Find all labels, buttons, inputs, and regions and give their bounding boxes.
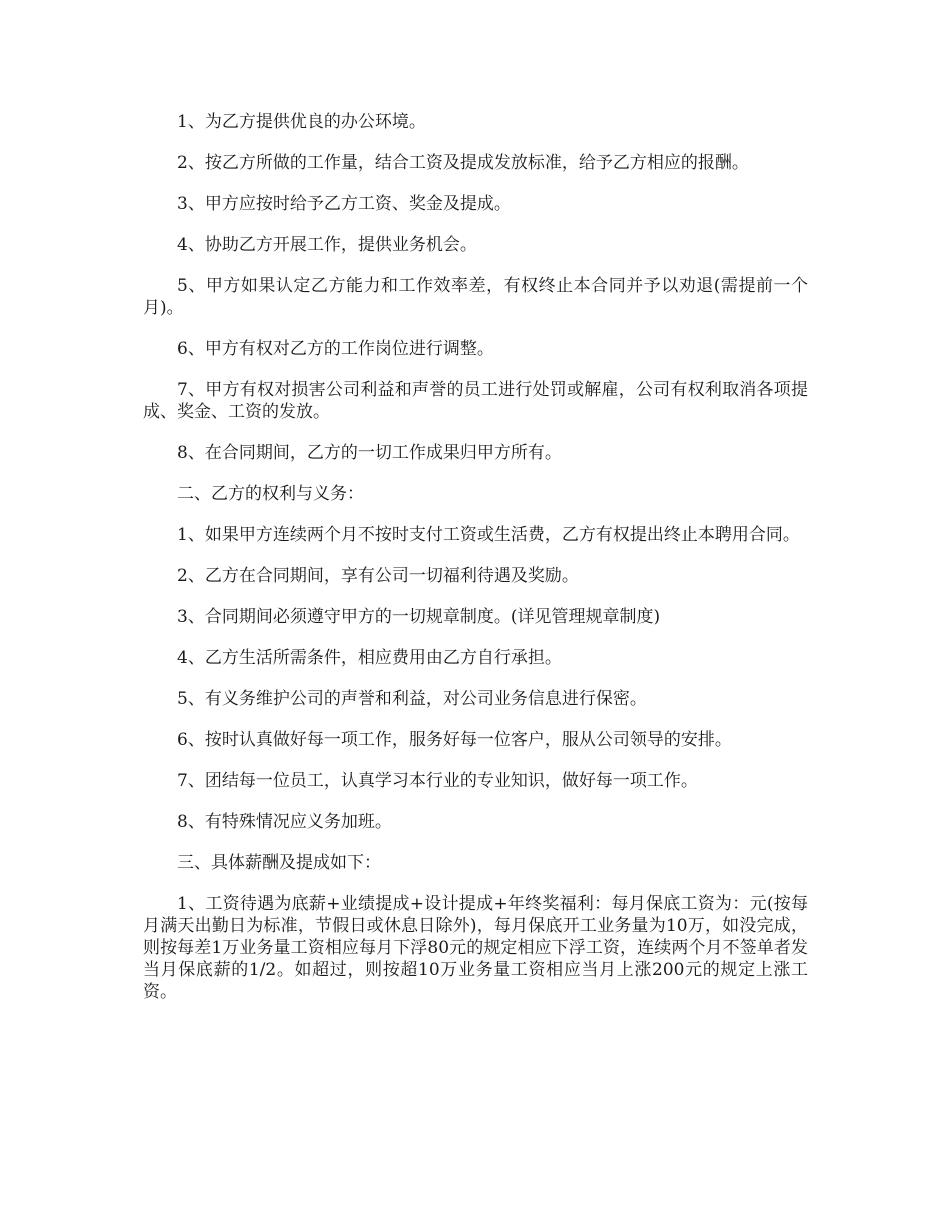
paragraph: 6、按时认真做好每一项工作，服务好每一位客户，服从公司领导的安排。 (177, 730, 732, 750)
paragraph: 2、乙方在合同期间，享有公司一切福利待遇及奖励。 (177, 566, 579, 586)
paragraph: 4、协助乙方开展工作，提供业务机会。 (177, 235, 477, 255)
paragraph: 5、甲方如果认定乙方能力和工作效率差，有权终止本合同并予以劝退(需提前一个月)。 (143, 276, 808, 318)
paragraph: 1、工资待遇为底薪+业绩提成+设计提成+年终奖福利：每月保底工资为：元(按每月满天出勤日为标准，节假日或休息日除外)，每月保底开工业务量为10万，如没完成，则按每差1万业务量工资相应每月下浮80元的规定相应下浮工资，连续两个月不签单者发当月保底薪的1/2。如超过，则按超10万业务量工资相应当月上涨200元的规定上涨工资。 (143, 894, 808, 1002)
paragraph: 4、乙方生活所需条件，相应费用由乙方自行承担。 (177, 648, 562, 668)
section-heading: 三、具体薪酬及提成如下： (177, 853, 381, 873)
paragraph: 7、团结每一位员工，认真学习本行业的专业知识，做好每一项工作。 (177, 771, 698, 791)
paragraph: 1、如果甲方连续两个月不按时支付工资或生活费，乙方有权提出终止本聘用合同。 (177, 525, 800, 545)
paragraph: 6、甲方有权对乙方的工作岗位进行调整。 (177, 339, 494, 359)
section-heading: 二、乙方的权利与义务： (177, 484, 364, 504)
document-body (143, 111, 808, 1022)
paragraph: 3、合同期间必须遵守甲方的一切规章制度。(详见管理规章制度) (177, 607, 661, 627)
paragraph: 8、在合同期间，乙方的一切工作成果归甲方所有。 (177, 443, 562, 463)
paragraph: 5、有义务维护公司的声誉和利益，对公司业务信息进行保密。 (177, 689, 647, 709)
paragraph: 8、有特殊情况应义务加班。 (177, 812, 392, 832)
paragraph: 3、甲方应按时给予乙方工资、奖金及提成。 (177, 194, 511, 214)
paragraph: 2、按乙方所做的工作量，结合工资及提成发放标准，给予乙方相应的报酬。 (177, 153, 749, 173)
paragraph: 1、为乙方提供优良的办公环境。 (177, 112, 426, 132)
paragraph: 7、甲方有权对损害公司利益和声誉的员工进行处罚或解雇，公司有权利取消各项提成、奖金、工资的发放。 (143, 380, 808, 422)
